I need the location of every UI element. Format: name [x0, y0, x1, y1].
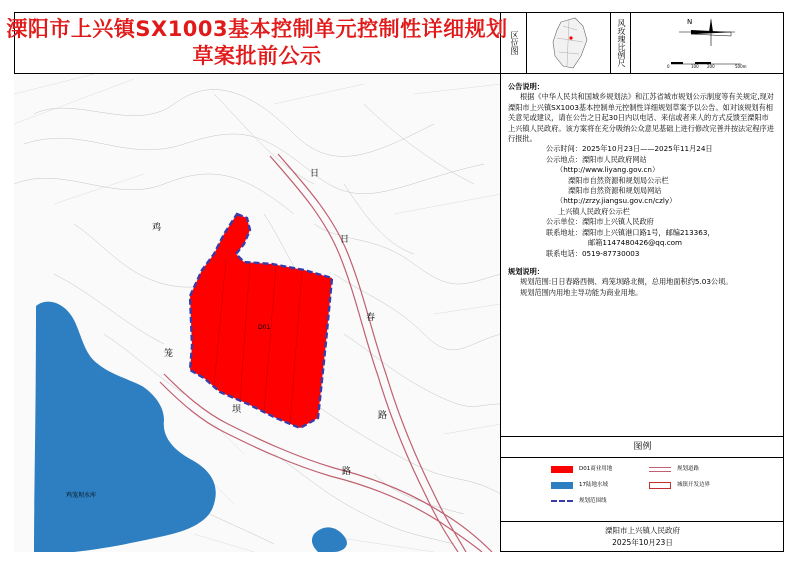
- road-label-long: 笼: [164, 349, 174, 359]
- parcel-code: D01: [258, 324, 271, 331]
- location-map-label: 区位图: [510, 31, 519, 55]
- notice-period: 公示时间：2025年10月23日——2025年11月24日: [546, 144, 713, 154]
- plan-scope: 规划范围:日日春路西侧、鸡笼坝路北侧，总用地面积约5.03公顷。: [520, 277, 733, 287]
- legend-label-road: 规划道路: [677, 466, 700, 472]
- north-symbol: N: [687, 18, 693, 26]
- notice-text: [508, 82, 774, 298]
- road-label-lu-1: 路: [378, 411, 388, 421]
- notice-email[interactable]: 邮箱1147480426@qq.com: [588, 238, 683, 248]
- notice-place-4: 上兴镇人民政府公示栏: [558, 206, 630, 216]
- road-label-ri-1: 日: [310, 169, 320, 179]
- road-label-lu-2: 路: [342, 467, 352, 477]
- reservoir-label: 鸡笼坝水库: [66, 492, 97, 499]
- notice-phone: 联系电话：0519-87730003: [546, 248, 640, 258]
- legend-label-water: 17陆地水域: [579, 482, 608, 488]
- rose-scale-label-cell: [611, 12, 631, 74]
- scale-tick-3: 500m: [735, 64, 747, 69]
- scale-tick-1: 100: [691, 64, 699, 69]
- notice-address: 联系地址：溧阳市上兴镇港口路1号，邮编213363，: [546, 227, 715, 237]
- road-label-ji: 鸡: [152, 223, 162, 233]
- legend-label-scope: 规划范围线: [579, 498, 607, 504]
- plan-heading: 规划说明：: [508, 266, 544, 276]
- road-label-ri-2: 日: [340, 235, 350, 245]
- road-label-chun: 春: [366, 313, 376, 323]
- legend-item-water: [551, 481, 608, 489]
- notice-place-3: 溧阳市自然资源和规划局网站: [568, 186, 662, 196]
- notice-body: 根据《中华人民共和国城乡规划法》和江苏省城市规划公示制度等有关规定,现对溧阳市上兴镇SX1003基本控制单元控制性详细规划草案予以公告。如对该规划有相关意见或建议，请在公告之日起30日内以电话、来信或者来人的方式反馈至溧阳市上兴镇人民政府。该方案将在充分吸纳公众意见基础上进行修改完善并按法定程序进行报批。: [508, 92, 774, 144]
- legend-item-boundary: [649, 481, 710, 489]
- scale-tick-2: 200: [707, 64, 715, 69]
- legend-swatch-commercial: [551, 466, 573, 473]
- legend-item-scope: [551, 497, 607, 505]
- notice-place-url-1[interactable]: （http://www.liyang.gov.cn）: [556, 165, 660, 175]
- legend: [501, 436, 784, 522]
- legend-swatch-road: [649, 467, 671, 472]
- title-box: [6, 12, 508, 74]
- legend-title: 图例: [501, 437, 784, 458]
- rose-scale-label: 风玫瑰比例尺: [617, 19, 626, 67]
- legend-swatch-scope: [551, 500, 573, 502]
- plan-function: 规划范围内用地主导功能为商业用地。: [520, 287, 643, 297]
- notice-place-url-3[interactable]: （http://zrzy.jiangsu.gov.cn/czly）: [556, 196, 677, 206]
- notice-place: 公示地点：溧阳市人民政府网站: [546, 154, 647, 164]
- location-map-graphic: [527, 12, 611, 74]
- location-map: [527, 12, 611, 74]
- north-scale-cell: [631, 12, 784, 74]
- road-label-ba: 坝: [232, 405, 242, 415]
- title-line-1: 溧阳市上兴镇SX1003基本控制单元控制性详细规划: [6, 16, 508, 41]
- title-line-2: 草案批前公示: [192, 43, 322, 68]
- legend-item-commercial: [551, 465, 612, 473]
- legend-label-commercial: D01商业用地: [579, 466, 613, 472]
- legend-item-road: [649, 465, 699, 473]
- legend-swatch-water: [551, 482, 573, 489]
- notice-heading: 公告说明：: [508, 82, 544, 91]
- location-map-label-cell: [501, 12, 527, 74]
- footer-date: 2025年10月23日: [612, 538, 673, 547]
- footer: [501, 521, 784, 553]
- footer-org: 溧阳市上兴镇人民政府: [605, 526, 680, 535]
- notice-place-2: 溧阳市自然资源和规划局公示栏: [568, 175, 669, 185]
- notice-unit: 公示单位：溧阳市上兴镇人民政府: [546, 217, 654, 227]
- scale-tick-0: 0: [667, 64, 670, 69]
- legend-swatch-boundary: [649, 482, 671, 489]
- info-panel: [501, 74, 784, 552]
- map-graphic: [14, 74, 501, 552]
- legend-label-boundary: 城镇开发边界: [677, 482, 711, 488]
- planning-map[interactable]: [14, 74, 501, 552]
